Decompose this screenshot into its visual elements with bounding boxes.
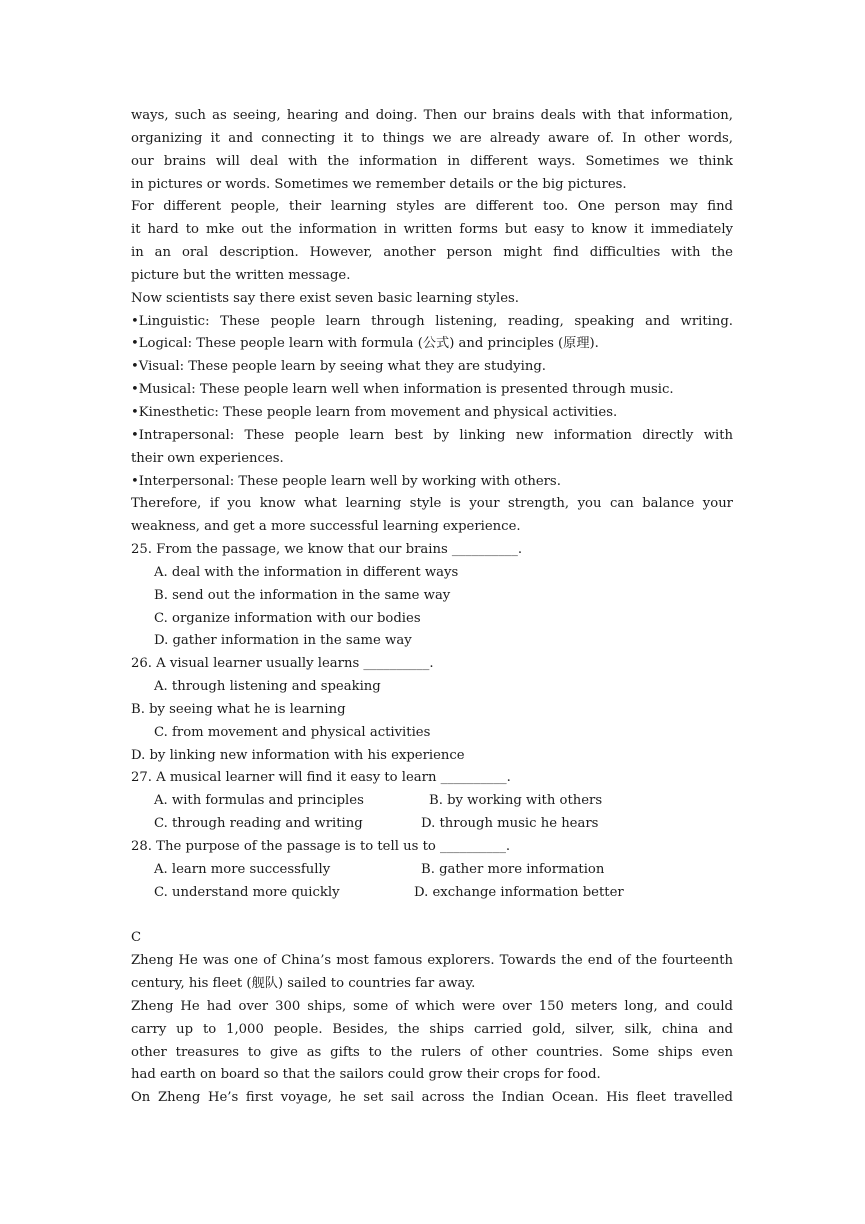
option-a: A. with formulas and principles [154, 793, 364, 809]
option-d: D. exchange information better [414, 884, 624, 900]
option-a: A. deal with the information in different ways [154, 564, 459, 580]
option-b: B. send out the information in the same way [154, 587, 451, 603]
section-heading: C [131, 930, 142, 946]
options-row-ab [131, 790, 733, 813]
text-line: century, his fleet (舰队) sailed to countries far away. [131, 976, 476, 992]
list-item: •Kinesthetic: These people learn from movement and physical activities. [131, 404, 618, 420]
paragraph-zheng-he-ships [131, 996, 733, 1087]
option-d: D. through music he hears [421, 816, 599, 832]
option-a: A. learn more successfully [154, 861, 331, 877]
list-item: •Musical: These people learn well when information is presented through music. [131, 382, 674, 398]
document-page [131, 105, 733, 1110]
text-line: in an oral description. However, another person might find difficulties with the [131, 245, 733, 261]
paragraph-seven-styles: Now scientists say there exist seven basic learning styles. [131, 290, 519, 306]
paragraph-learning-styles-differ [131, 196, 733, 287]
option-c: C. through reading and writing [154, 816, 363, 832]
text-line: it hard to mke out the information in written forms but easy to know it immediately [131, 222, 733, 238]
paragraph-first-voyage [131, 1087, 733, 1110]
text-line: had earth on board so that the sailors could grow their crops for food. [131, 1067, 601, 1083]
text-line: Therefore, if you know what learning style is your strength, you can balance your [131, 496, 733, 512]
list-item: •Visual: These people learn by seeing what they are studying. [131, 359, 546, 375]
option-b: B. gather more information [421, 861, 605, 877]
option-d: D. by linking new information with his experience [131, 747, 465, 763]
option-a: A. through listening and speaking [154, 679, 381, 695]
option-c: C. from movement and physical activities [154, 724, 431, 740]
text-line: organizing it and connecting it to things we are already aware of. In other words, [131, 130, 733, 146]
option-b: B. by working with others [429, 793, 603, 809]
list-item: •Logical: These people learn with formula (公式) and principles (原理). [131, 336, 599, 352]
text-line: other treasures to give as gifts to the rulers of other countries. Some ships even [131, 1044, 733, 1060]
options-row-ab [131, 859, 733, 882]
text-line: in pictures or words. Sometimes we remember details or the big pictures. [131, 176, 627, 192]
spacer [131, 905, 733, 928]
learning-styles-list [131, 311, 733, 494]
list-item: •Linguistic: These people learn through listening, reading, speaking and writing. [131, 313, 733, 329]
options-row-cd [131, 882, 733, 905]
text-line: Zheng He had over 300 ships, some of which were over 150 meters long, and could [131, 998, 733, 1014]
text-line: On Zheng He’s first voyage, he set sail across the Indian Ocean. His fleet travelled [131, 1090, 733, 1106]
question-stem: 25. From the passage, we know that our brains __________. [131, 542, 523, 558]
text-line: our brains will deal with the information in different ways. Sometimes we think [131, 153, 733, 169]
paragraph-brain-info [131, 105, 733, 196]
option-b: B. by seeing what he is learning [131, 701, 346, 717]
text-line: Zheng He was one of China’s most famous explorers. Towards the end of the fourteenth [131, 953, 733, 969]
question-25 [131, 539, 733, 653]
text-line: picture but the written message. [131, 267, 351, 283]
question-26 [131, 653, 733, 767]
option-c: C. understand more quickly [154, 884, 340, 900]
list-item: •Interpersonal: These people learn well by working with others. [131, 473, 561, 489]
text-line: For different people, their learning styles are different too. One person may find [131, 199, 733, 215]
option-c: C. organize information with our bodies [154, 610, 421, 626]
question-28 [131, 836, 733, 905]
question-stem: 27. A musical learner will find it easy to learn __________. [131, 770, 511, 786]
text-line: carry up to 1,000 people. Besides, the ships carried gold, silver, silk, china and [131, 1021, 733, 1037]
text-line: ways, such as seeing, hearing and doing. Then our brains deals with that information, [131, 108, 733, 123]
question-27 [131, 767, 733, 836]
question-stem: 28. The purpose of the passage is to tell us to __________. [131, 839, 511, 854]
option-d: D. gather information in the same way [154, 633, 412, 649]
options-row-cd [131, 813, 733, 836]
list-item: •Intrapersonal: These people learn best by linking new information directly with [131, 427, 733, 443]
question-stem: 26. A visual learner usually learns __________. [131, 656, 434, 672]
paragraph-zheng-he-intro [131, 950, 733, 996]
text-line: weakness, and get a more successful learning experience. [131, 519, 521, 535]
paragraph-conclusion [131, 493, 733, 539]
list-item-continuation: their own experiences. [131, 450, 284, 466]
